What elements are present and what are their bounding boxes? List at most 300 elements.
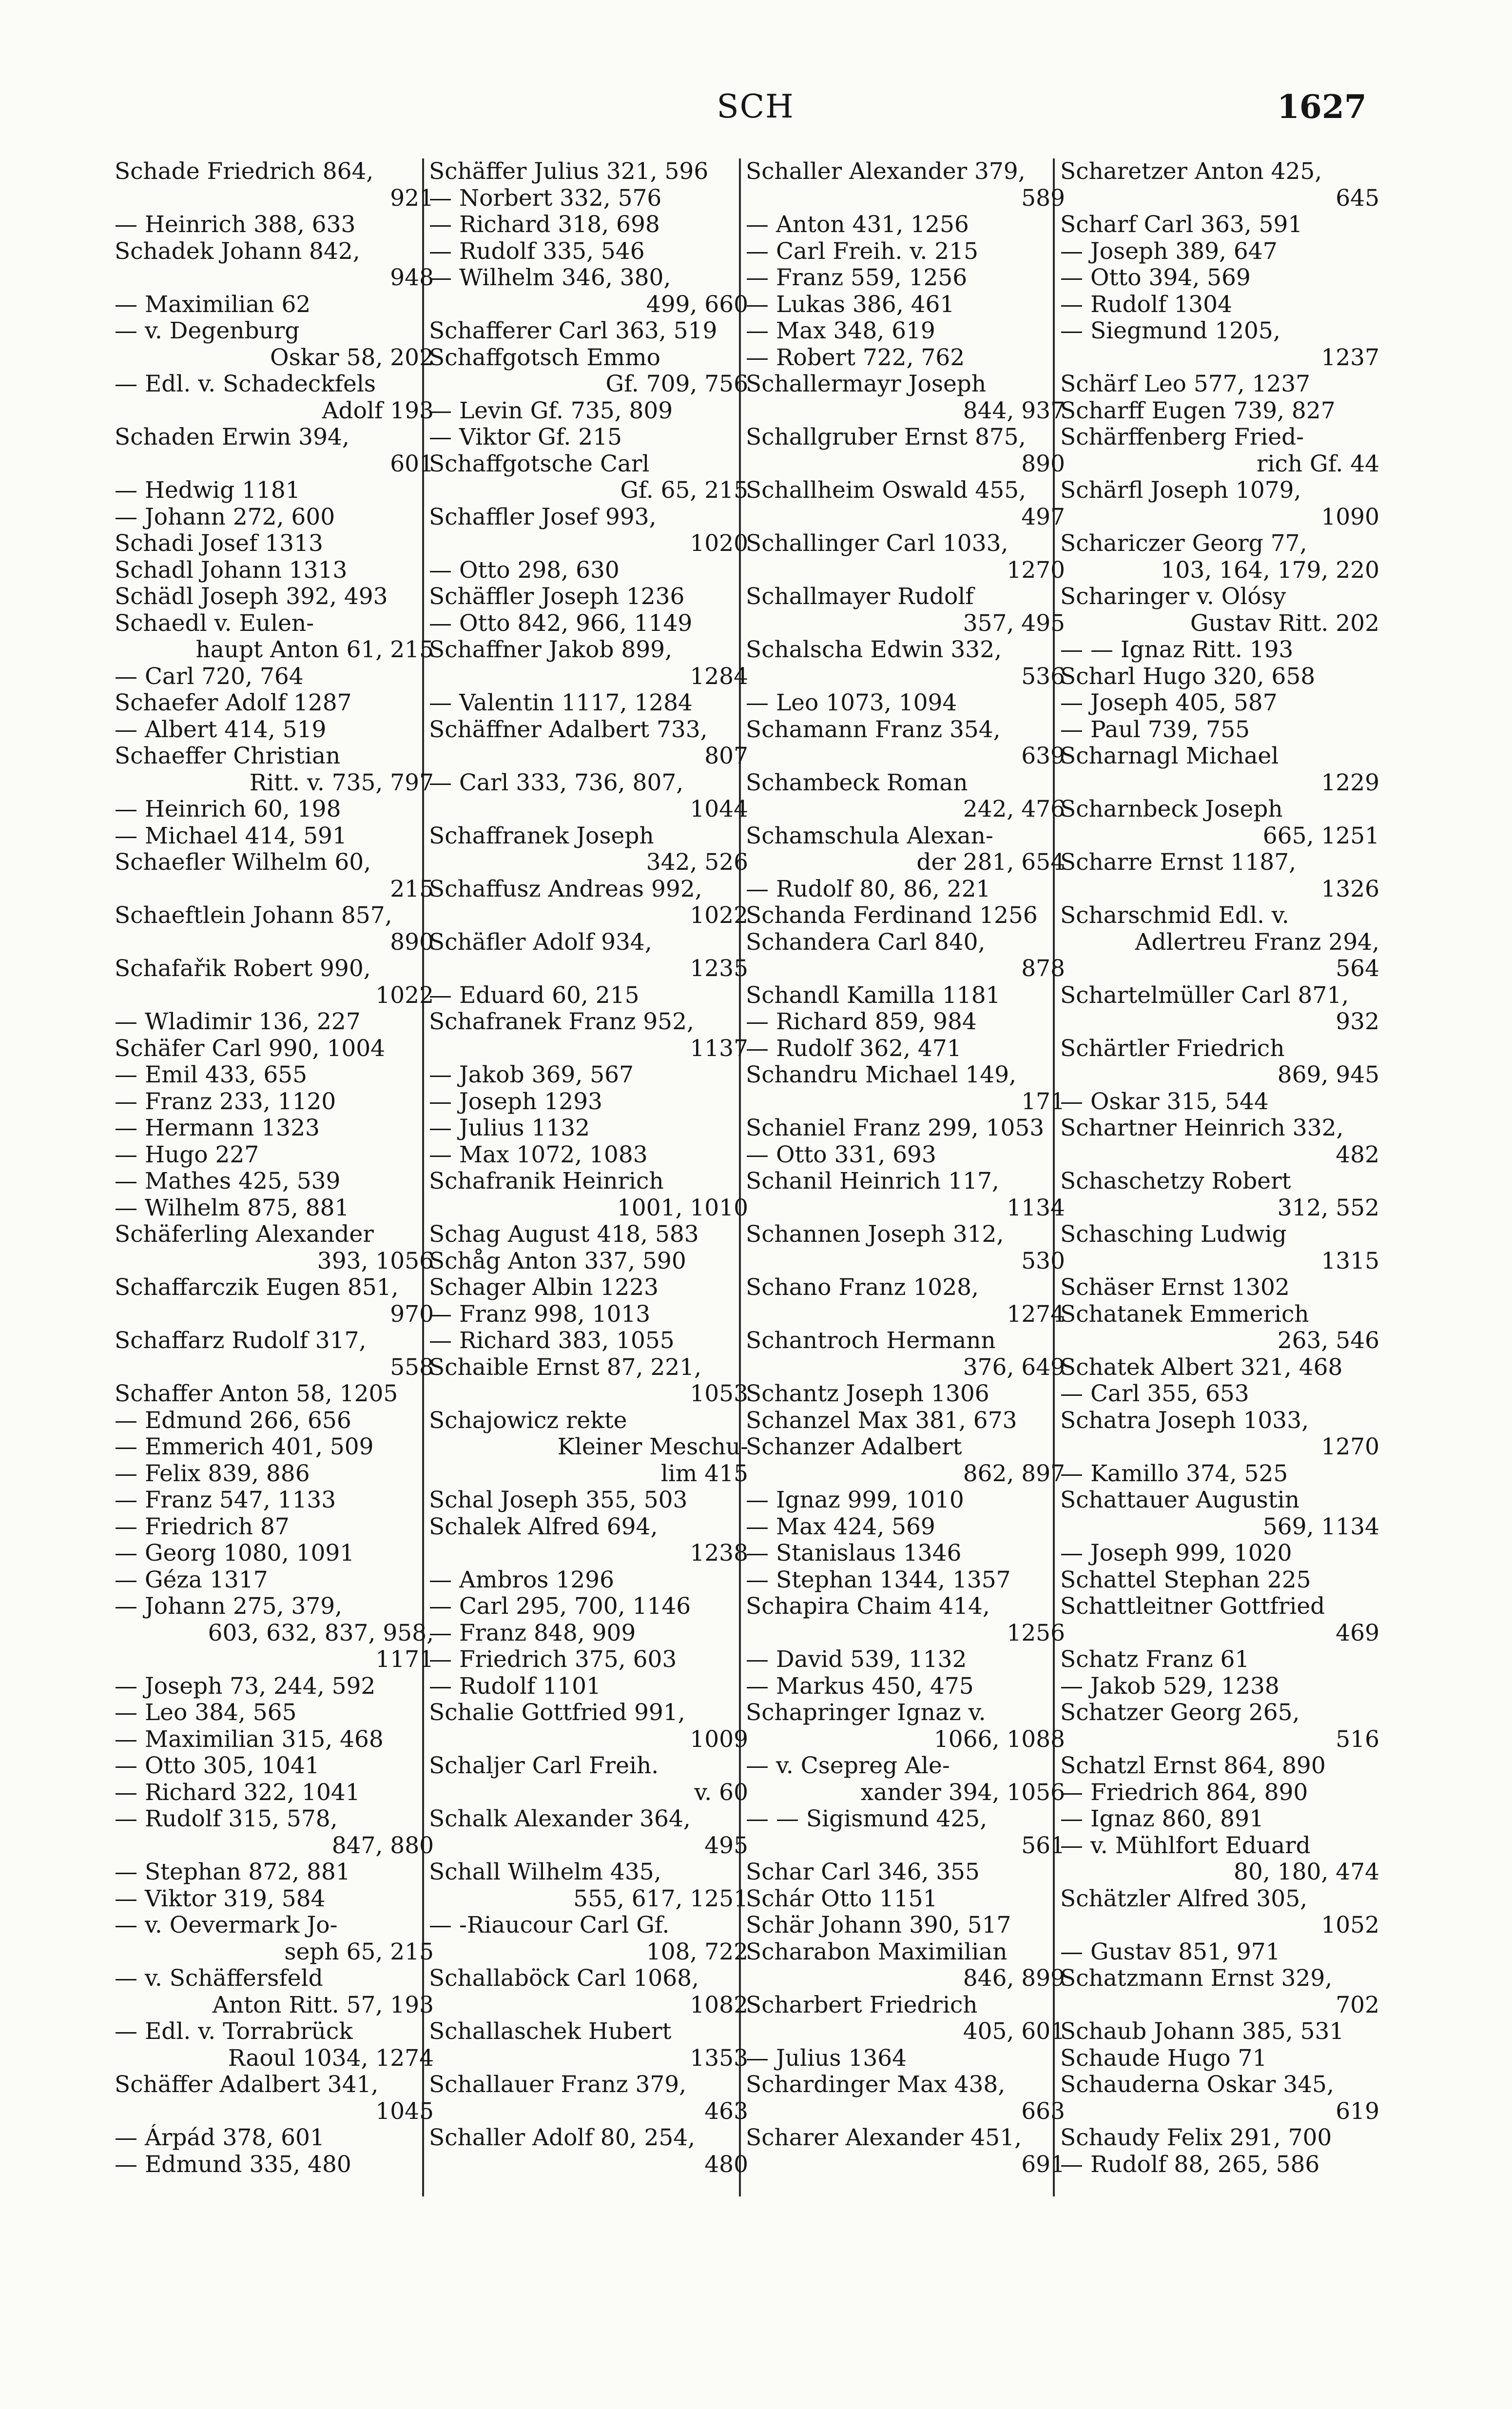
directory-entry	[429, 1248, 748, 1275]
entry-name-line: — Emil 433, 655	[115, 1061, 308, 1088]
directory-entry	[115, 2018, 434, 2072]
entry-continuation-line: 921	[390, 184, 434, 212]
directory-entry	[115, 504, 434, 531]
directory-entry	[429, 717, 748, 770]
entry-name-line: — Otto 305, 1041	[115, 1752, 320, 1779]
entry-continuation-line: 603, 632, 837, 958,	[208, 1619, 434, 1646]
entry-name-line: Schafařik Robert 990,	[115, 955, 371, 982]
entry-name-line: Schandera Carl 840,	[746, 928, 986, 956]
entry-continuation-line: 1052	[1321, 1912, 1379, 1939]
directory-entry	[115, 212, 434, 238]
entry-name-line: — David 539, 1132	[746, 1646, 967, 1673]
directory-entry	[746, 158, 1065, 212]
directory-entry	[115, 584, 434, 610]
directory-entry	[429, 2018, 748, 2072]
directory-entry	[429, 1062, 748, 1089]
entry-name-line: — Ambros 1296	[429, 1566, 614, 1593]
entry-continuation-line: 1053	[690, 1380, 748, 1407]
directory-entry	[746, 1328, 1065, 1381]
entry-name-line: Schaden Erwin 394,	[115, 424, 349, 450]
directory-entry	[746, 424, 1065, 477]
directory-entry	[115, 1567, 434, 1594]
entry-name-line: Scharl Hugo 320, 658	[1060, 663, 1316, 690]
directory-entry	[429, 238, 748, 265]
directory-entry	[746, 1806, 1065, 1859]
entry-name-line: Schaudy Felix 291, 700	[1060, 2124, 1332, 2151]
entry-name-line: Scharetzer Anton 425,	[1060, 158, 1322, 185]
entry-name-line: — Carl 720, 764	[115, 663, 304, 690]
directory-entry	[115, 1381, 434, 1408]
entry-name-line: — Franz 848, 909	[429, 1619, 636, 1646]
entry-continuation-line: 1274	[1007, 1300, 1065, 1328]
entry-name-line: Schåg Anton 337, 590	[429, 1247, 686, 1274]
entry-continuation-line: 869, 945	[1277, 1061, 1379, 1088]
entry-name-line: — Wladimir 136, 227	[115, 1008, 361, 1035]
directory-entry	[1060, 982, 1379, 1036]
entry-name-line: Schannen Joseph 312,	[746, 1221, 1004, 1248]
directory-entry	[115, 1195, 434, 1222]
directory-entry	[429, 504, 748, 557]
entry-name-line: Schärffenberg Fried-	[1060, 424, 1304, 450]
entry-name-line: — — Ignaz Ritt. 193	[1060, 636, 1294, 663]
directory-entry	[115, 1700, 434, 1726]
directory-entry	[746, 1168, 1065, 1221]
entry-continuation-line: 1353	[690, 2044, 748, 2072]
directory-entry	[115, 1142, 434, 1169]
directory-entry	[115, 1168, 434, 1195]
directory-entry	[1060, 265, 1379, 292]
directory-entry	[115, 1780, 434, 1806]
directory-entry	[1060, 1673, 1379, 1700]
entry-name-line: — v. Oevermark Jo-	[115, 1912, 338, 1939]
entry-name-line: Schaedl v. Eulen-	[115, 609, 314, 637]
entry-name-line: — Julius 1364	[746, 2044, 907, 2072]
entry-name-line: — Kamillo 374, 525	[1060, 1460, 1288, 1487]
entry-continuation-line: 1009	[690, 1725, 748, 1753]
running-header: SCH	[717, 88, 795, 125]
entry-name-line: Schasching Ludwig	[1060, 1221, 1287, 1248]
entry-name-line: — Edl. v. Torrabrück	[115, 2018, 353, 2045]
entry-name-line: Schäferling Alexander	[115, 1221, 374, 1248]
entry-name-line: — Markus 450, 475	[746, 1672, 974, 1700]
entry-name-line: Schalek Alfred 694,	[429, 1513, 658, 1540]
entry-name-line: Schardinger Max 438,	[746, 2071, 1006, 2098]
entry-continuation-line: 619	[1336, 2097, 1379, 2125]
directory-entry	[429, 1168, 748, 1221]
directory-entry	[115, 902, 434, 956]
entry-continuation-line: der 281, 654	[916, 849, 1065, 876]
entry-continuation-line: 589	[1021, 184, 1065, 212]
entry-continuation-line: 495	[704, 1832, 748, 1859]
entry-name-line: Schärtler Friedrich	[1060, 1035, 1285, 1062]
entry-name-line: Schaljer Carl Freih.	[429, 1752, 659, 1779]
directory-entry	[1060, 530, 1379, 584]
entry-name-line: Schatzer Georg 265,	[1060, 1699, 1300, 1726]
directory-entry	[746, 823, 1065, 876]
entry-name-line: Schäffler Joseph 1236	[429, 583, 685, 610]
entry-name-line: — Ignaz 860, 891	[1060, 1805, 1264, 1832]
directory-entry	[1060, 637, 1379, 664]
entry-name-line: Schaffranek Joseph	[429, 822, 654, 849]
entry-name-line: — Carl Freih. v. 215	[746, 237, 978, 265]
directory-entry	[429, 929, 748, 982]
entry-name-line: Schade Friedrich 864,	[115, 158, 374, 185]
entry-continuation-line: rich Gf. 44	[1257, 450, 1379, 477]
directory-entry	[746, 1434, 1065, 1487]
directory-entry	[429, 1859, 748, 1912]
entry-continuation-line: 499, 660	[646, 291, 748, 318]
entry-continuation-line: 1082	[690, 1991, 748, 2018]
entry-name-line: Schanda Ferdinand 1256	[746, 902, 1038, 929]
entry-continuation-line: 862, 897	[963, 1460, 1065, 1487]
entry-continuation-line: 846, 899	[963, 1965, 1065, 1992]
entry-name-line: Schatz Franz 61	[1060, 1646, 1250, 1673]
directory-entry	[429, 398, 748, 425]
directory-entry	[1060, 1780, 1379, 1806]
directory-entry	[1060, 2125, 1379, 2152]
directory-entry	[746, 1009, 1065, 1036]
directory-entry	[1060, 1301, 1379, 1354]
directory-entry	[115, 1062, 434, 1089]
entry-continuation-line: xander 394, 1056	[860, 1779, 1065, 1806]
directory-entry	[115, 2125, 434, 2152]
directory-entry	[746, 1381, 1065, 1408]
entry-name-line: Schallaschek Hubert	[429, 2018, 672, 2045]
entry-name-line: — Jakob 529, 1238	[1060, 1672, 1279, 1700]
entry-continuation-line: seph 65, 215	[284, 1938, 434, 1965]
entry-name-line: — Franz 547, 1133	[115, 1487, 336, 1513]
directory-entry	[1060, 2072, 1379, 2125]
entry-name-line: Scharbert Friedrich	[746, 1991, 978, 2018]
directory-entry	[746, 1886, 1065, 1913]
entry-continuation-line: 103, 164, 179, 220	[1161, 556, 1379, 584]
entry-name-line: — Maximilian 315, 468	[115, 1725, 384, 1753]
entry-continuation-line: 80, 180, 474	[1234, 1859, 1379, 1885]
entry-name-line: Scharschmid Edl. v.	[1060, 902, 1289, 929]
directory-entry	[429, 1593, 748, 1620]
entry-name-line: — Anton 431, 1256	[746, 211, 969, 238]
entry-continuation-line: 357, 495	[963, 609, 1065, 637]
entry-name-line: — Stephan 1344, 1357	[746, 1566, 1011, 1593]
directory-entry	[1060, 1567, 1379, 1594]
entry-name-line: — Rudolf 1101	[429, 1672, 601, 1700]
directory-entry	[115, 292, 434, 318]
entry-name-line: Schallaböck Carl 1068,	[429, 1965, 699, 1992]
entry-name-line: Schallheim Oswald 455,	[746, 477, 1027, 504]
entry-name-line: Scharff Eugen 739, 827	[1060, 397, 1336, 424]
entry-name-line: — v. Mühlfort Eduard	[1060, 1832, 1311, 1859]
entry-name-line: — Rudolf 315, 578,	[115, 1805, 338, 1832]
entry-name-line: Schambeck Roman	[746, 769, 968, 796]
directory-entry	[1060, 1036, 1379, 1089]
directory-entry	[746, 238, 1065, 265]
directory-entry	[746, 1912, 1065, 1939]
entry-continuation-line: 497	[1021, 503, 1065, 530]
entry-name-line: Schaffgotsche Carl	[429, 450, 650, 477]
directory-entry	[429, 1408, 748, 1488]
entry-name-line: Schattel Stephan 225	[1060, 1566, 1311, 1593]
directory-entry	[1060, 1274, 1379, 1301]
directory-entry	[746, 1115, 1065, 1142]
entry-name-line: Schaefler Wilhelm 60,	[115, 849, 371, 876]
directory-entry	[746, 1646, 1065, 1673]
entry-name-line: Schartner Heinrich 332,	[1060, 1115, 1344, 1141]
entry-name-line: — Richard 318, 698	[429, 211, 660, 238]
directory-entry	[115, 1673, 434, 1700]
entry-name-line: Schärfl Joseph 1079,	[1060, 477, 1301, 504]
directory-entry	[429, 158, 748, 185]
directory-entry	[115, 158, 434, 212]
directory-entry	[1060, 1939, 1379, 1966]
entry-name-line: Schattauer Augustin	[1060, 1487, 1299, 1513]
directory-entry	[1060, 690, 1379, 717]
directory-entry	[746, 1036, 1065, 1062]
entry-name-line: — Max 348, 619	[746, 317, 935, 344]
directory-entry	[115, 1806, 434, 1859]
page-number: 1627	[1277, 88, 1367, 126]
directory-entry	[115, 1886, 434, 1913]
directory-entry	[429, 1274, 748, 1301]
entry-name-line: — Edmund 266, 656	[115, 1407, 351, 1434]
entry-name-line: Schantroch Hermann	[746, 1327, 996, 1354]
directory-entry	[429, 1753, 748, 1806]
directory-entry	[746, 1487, 1065, 1514]
entry-continuation-line: 844, 937	[963, 397, 1065, 424]
directory-entry	[746, 1673, 1065, 1700]
entry-name-line: — Otto 298, 630	[429, 556, 620, 584]
directory-entry	[429, 637, 748, 690]
entry-name-line: — Stephan 872, 881	[115, 1859, 350, 1885]
entry-continuation-line: 1045	[375, 2097, 434, 2125]
directory-entry	[429, 345, 748, 398]
directory-entry	[429, 982, 748, 1009]
entry-name-line: — Franz 233, 1120	[115, 1088, 336, 1115]
entry-name-line: — Hedwig 1181	[115, 477, 300, 504]
entry-continuation-line: 932	[1336, 1008, 1379, 1035]
entry-name-line: Schal Joseph 355, 503	[429, 1487, 688, 1513]
directory-entry	[1060, 664, 1379, 690]
directory-entry	[1060, 584, 1379, 637]
entry-name-line: — Franz 998, 1013	[429, 1300, 651, 1328]
directory-entry	[1060, 1089, 1379, 1116]
entry-continuation-line: Kleiner Meschu-	[557, 1433, 748, 1460]
entry-continuation-line: 171	[1021, 1088, 1065, 1115]
entry-name-line: — Johann 272, 600	[115, 503, 335, 530]
directory-entry	[1060, 2018, 1379, 2045]
directory-entry	[746, 637, 1065, 690]
entry-continuation-line: 1235	[690, 955, 748, 982]
directory-entry	[429, 690, 748, 717]
directory-entry	[746, 982, 1065, 1009]
entry-name-line: — Paul 739, 755	[1060, 716, 1250, 743]
directory-entry	[746, 371, 1065, 424]
entry-name-line: — Edmund 335, 480	[115, 2151, 351, 2178]
entry-continuation-line: Ritt. v. 735, 797	[249, 769, 434, 796]
entry-name-line: Schartelmüller Carl 871,	[1060, 981, 1349, 1009]
entry-continuation-line: 948	[390, 264, 434, 291]
entry-name-line: — Joseph 73, 244, 592	[115, 1672, 376, 1700]
entry-continuation-line: Anton Ritt. 57, 193	[212, 1991, 434, 2018]
entry-name-line: — Siegmund 1205,	[1060, 317, 1280, 344]
directory-entry	[1060, 292, 1379, 318]
entry-continuation-line: 1229	[1321, 769, 1379, 796]
entry-name-line: — Maximilian 62	[115, 291, 311, 318]
entry-name-line: — Wilhelm 346, 380,	[429, 264, 671, 291]
entry-name-line: Schaniel Franz 299, 1053	[746, 1115, 1045, 1141]
entry-name-line: — Otto 394, 569	[1060, 264, 1251, 291]
entry-name-line: Schatanek Emmerich	[1060, 1300, 1309, 1328]
directory-entry	[746, 1700, 1065, 1753]
directory-entry	[115, 1328, 434, 1381]
directory-entry	[1060, 1381, 1379, 1408]
entry-continuation-line: 463	[704, 2097, 748, 2125]
entry-continuation-line: 555, 617, 1251	[573, 1885, 748, 1912]
entry-name-line: — Felix 839, 886	[115, 1460, 310, 1487]
entry-name-line: — Norbert 332, 576	[429, 184, 662, 212]
entry-continuation-line: 639	[1021, 743, 1065, 769]
column-1	[115, 158, 434, 2178]
entry-continuation-line: v. 60	[694, 1779, 748, 1806]
directory-entry	[429, 770, 748, 823]
directory-entry	[746, 1859, 1065, 1886]
entry-name-line: Schapira Chaim 414,	[746, 1593, 990, 1620]
entry-name-line: Schar Carl 346, 355	[746, 1859, 980, 1885]
entry-name-line: — Gustav 851, 971	[1060, 1938, 1280, 1965]
entry-continuation-line: 663	[1021, 2097, 1065, 2125]
entry-name-line: — Max 424, 569	[746, 1513, 935, 1540]
entry-name-line: Scharabon Maximilian	[746, 1938, 1008, 1965]
directory-entry	[429, 1912, 748, 1965]
directory-entry	[746, 876, 1065, 903]
entry-name-line: — Oskar 315, 544	[1060, 1088, 1269, 1115]
entry-continuation-line: 1022	[690, 902, 748, 929]
entry-name-line: — Rudolf 335, 546	[429, 237, 645, 265]
directory-entry	[1060, 1221, 1379, 1274]
entry-name-line: Schandru Michael 149,	[746, 1061, 1017, 1088]
entry-continuation-line: 480	[704, 2151, 748, 2178]
directory-entry	[429, 2125, 748, 2178]
directory-entry	[746, 690, 1065, 717]
entry-name-line: Scharre Ernst 1187,	[1060, 849, 1297, 876]
entry-continuation-line: 1090	[1321, 503, 1379, 530]
entry-name-line: — Georg 1080, 1091	[115, 1540, 355, 1567]
directory-entry	[1060, 1354, 1379, 1381]
entry-name-line: — Joseph 389, 647	[1060, 237, 1278, 265]
entry-continuation-line: 1284	[690, 663, 748, 690]
entry-continuation-line: 1020	[690, 530, 748, 557]
entry-name-line: Schäfer Carl 990, 1004	[115, 1035, 386, 1062]
entry-continuation-line: Adlertreu Franz 294,	[1135, 928, 1379, 956]
entry-continuation-line: 1237	[1321, 344, 1379, 371]
directory-entry	[429, 318, 748, 345]
entry-name-line: Schanil Heinrich 117,	[746, 1168, 999, 1195]
entry-continuation-line: 691	[1021, 2151, 1065, 2178]
directory-entry	[1060, 398, 1379, 425]
entry-name-line: Schajowicz rekte	[429, 1407, 627, 1434]
directory-entry	[429, 1673, 748, 1700]
directory-entry	[115, 318, 434, 371]
entry-continuation-line: 1066, 1088	[933, 1725, 1065, 1753]
entry-continuation-line: 516	[1336, 1725, 1379, 1753]
directory-entry	[115, 1274, 434, 1328]
directory-entry	[1060, 212, 1379, 238]
directory-entry	[115, 1593, 434, 1673]
entry-name-line: Schalk Alexander 364,	[429, 1805, 691, 1832]
entry-continuation-line: 242, 476	[963, 796, 1065, 823]
directory-entry	[429, 584, 748, 610]
entry-continuation-line: 393, 1056	[317, 1247, 434, 1274]
directory-entry	[429, 1567, 748, 1594]
directory-entry	[429, 424, 748, 451]
directory-entry	[115, 690, 434, 717]
entry-name-line: Schaffarz Rudolf 317,	[115, 1327, 367, 1354]
directory-entry	[1060, 158, 1379, 212]
entry-name-line: — Leo 384, 565	[115, 1699, 297, 1726]
directory-entry	[746, 929, 1065, 982]
directory-entry	[1060, 1646, 1379, 1673]
entry-continuation-line: lim 415	[660, 1460, 748, 1487]
entry-continuation-line: 1270	[1321, 1433, 1379, 1460]
entry-name-line: Scharer Alexander 451,	[746, 2124, 1022, 2151]
directory-entry	[115, 557, 434, 584]
entry-name-line: Schäffner Adalbert 733,	[429, 716, 708, 743]
entry-name-line: — Robert 722, 762	[746, 344, 965, 371]
entry-name-line: Schafranik Heinrich	[429, 1168, 664, 1195]
entry-name-line: Schár Otto 1151	[746, 1885, 938, 1912]
directory-entry	[429, 1221, 748, 1248]
entry-continuation-line: 807	[704, 743, 748, 769]
column-4	[1060, 158, 1379, 2178]
directory-entry	[1060, 743, 1379, 796]
column-2	[429, 158, 748, 2178]
entry-continuation-line: 312, 552	[1277, 1194, 1379, 1221]
entry-continuation-line: 1256	[1007, 1619, 1065, 1646]
entry-name-line: Schaffler Josef 993,	[429, 503, 657, 530]
directory-entry	[115, 1115, 434, 1142]
entry-name-line: Schaude Hugo 71	[1060, 2044, 1267, 2072]
entry-name-line: Schallinger Carl 1033,	[746, 530, 1008, 557]
directory-entry	[115, 1726, 434, 1753]
entry-name-line: — Otto 331, 693	[746, 1141, 936, 1168]
entry-name-line: Schadl Johann 1313	[115, 556, 348, 584]
directory-entry	[746, 902, 1065, 929]
directory-entry	[1060, 1487, 1379, 1540]
entry-name-line: — v. Schäffersfeld	[115, 1965, 323, 1992]
entry-name-line: — Viktor 319, 584	[115, 1885, 326, 1912]
entry-name-line: Schaeftlein Johann 857,	[115, 902, 392, 929]
entry-name-line: — Stanislaus 1346	[746, 1540, 962, 1567]
directory-entry	[429, 185, 748, 212]
directory-entry	[1060, 1833, 1379, 1886]
entry-name-line: Schaub Johann 385, 531	[1060, 2018, 1344, 2045]
directory-entry	[1060, 1408, 1379, 1461]
directory-entry	[429, 1700, 748, 1753]
entry-name-line: Schaffner Jakob 899,	[429, 636, 673, 663]
entry-name-line: — Emmerich 401, 509	[115, 1433, 374, 1460]
directory-entry	[429, 1089, 748, 1116]
entry-name-line: — Friedrich 375, 603	[429, 1646, 677, 1673]
directory-entry	[746, 292, 1065, 318]
entry-name-line: Scharnagl Michael	[1060, 743, 1279, 769]
entry-name-line: Schallermayr Joseph	[746, 371, 987, 397]
directory-entry	[746, 770, 1065, 823]
entry-name-line: Schadek Johann 842,	[115, 237, 360, 265]
entry-name-line: — Johann 275, 379,	[115, 1593, 343, 1620]
entry-name-line: Schallgruber Ernst 875,	[746, 424, 1026, 450]
entry-name-line: Schadi Josef 1313	[115, 530, 323, 557]
directory-entry	[1060, 902, 1379, 982]
entry-name-line: Schäfler Adolf 934,	[429, 928, 652, 956]
